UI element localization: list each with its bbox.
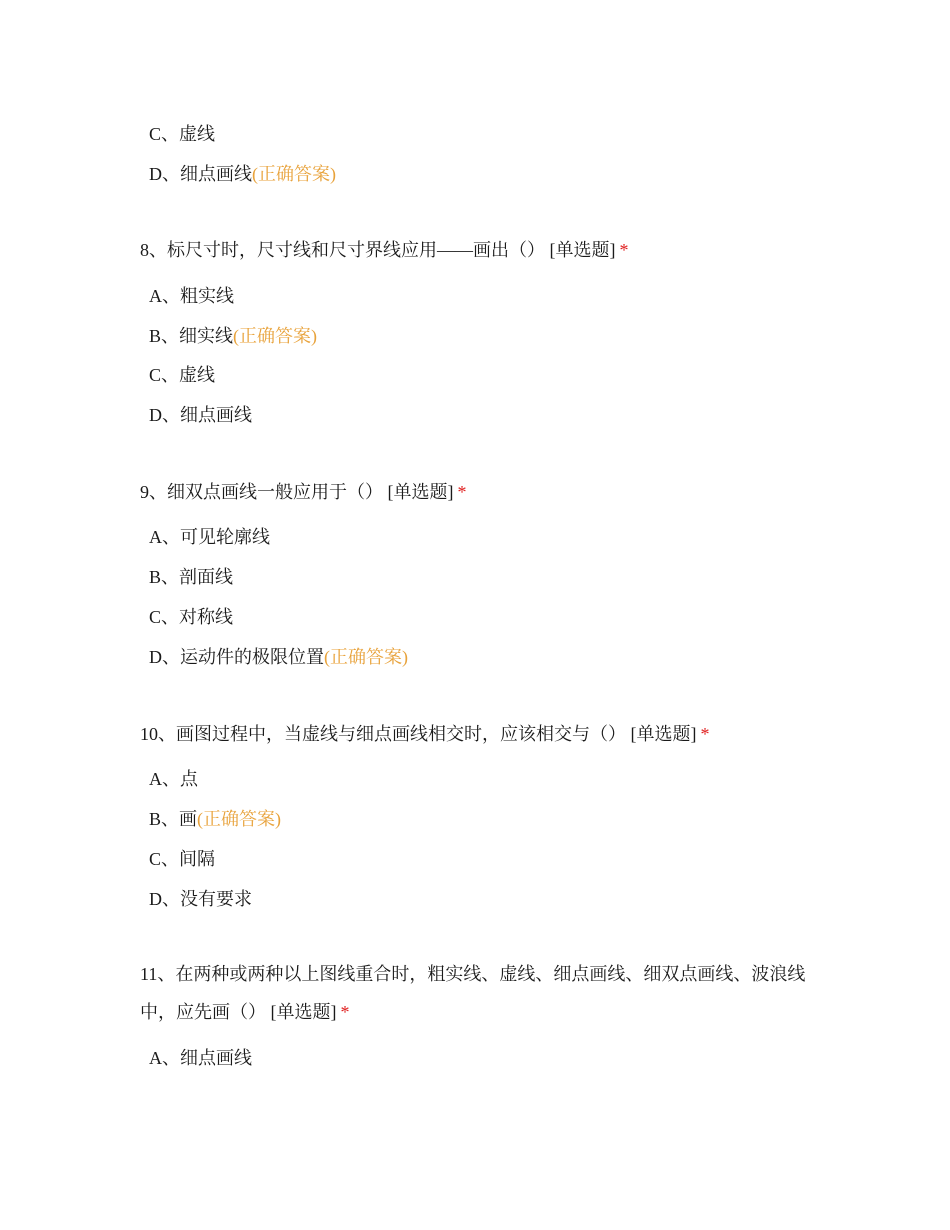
q10-option-c <box>149 847 215 871</box>
q10-option-d <box>149 887 252 911</box>
question-type: [单选题] <box>630 724 697 744</box>
correct-answer-tag: (正确答案) <box>197 809 282 829</box>
q9-question <box>140 480 467 504</box>
question-type: [单选题] <box>270 1002 337 1022</box>
q8-option-b <box>149 324 317 348</box>
q7-option-d <box>149 162 336 186</box>
correct-answer-tag: (正确答案) <box>324 647 408 667</box>
q9-option-b <box>149 565 233 589</box>
q8-option-d <box>149 403 252 427</box>
option-label: D、细点画线 <box>149 164 252 184</box>
question-type: [单选题] <box>549 240 616 260</box>
option-label: A、粗实线 <box>149 286 234 306</box>
option-label: B、画 <box>149 809 198 829</box>
q8-question <box>140 238 629 262</box>
option-label: A、细点画线 <box>149 1048 252 1068</box>
question-text: 11、在两种或两种以上图线重合时，粗实线、虚线、细点画线、细双点画线、波浪线中，应先画（） <box>140 964 806 1022</box>
option-label: A、点 <box>149 769 198 789</box>
option-label: C、虚线 <box>149 124 216 144</box>
option-label: A、可见轮廓线 <box>149 527 270 547</box>
required-marker: * <box>457 482 467 502</box>
q10-option-a <box>149 767 198 791</box>
question-type: [单选题] <box>387 482 454 502</box>
option-label: D、运动件的极限位置 <box>149 647 324 667</box>
q11-option-a <box>149 1046 252 1070</box>
option-label: D、细点画线 <box>149 405 252 425</box>
option-label: D、没有要求 <box>149 889 252 909</box>
required-marker: * <box>340 1002 350 1022</box>
q9-option-a <box>149 525 270 549</box>
question-text: 9、细双点画线一般应用于（） <box>140 482 383 502</box>
q8-option-a <box>149 284 234 308</box>
q10-option-b <box>149 807 281 831</box>
option-label: C、虚线 <box>149 365 216 385</box>
required-marker: * <box>700 724 710 744</box>
question-text: 8、标尺寸时，尺寸线和尺寸界线应用——画出（） <box>140 240 545 260</box>
q11-question <box>140 955 820 1031</box>
correct-answer-tag: (正确答案) <box>252 164 336 184</box>
option-label: C、对称线 <box>149 607 234 627</box>
required-marker: * <box>619 240 629 260</box>
option-label: B、细实线 <box>149 326 234 346</box>
option-label: B、剖面线 <box>149 567 234 587</box>
q9-option-d <box>149 645 408 669</box>
q8-option-c <box>149 363 215 387</box>
q7-option-c <box>149 122 215 146</box>
question-text: 10、画图过程中，当虚线与细点画线相交时，应该相交与（） <box>140 724 626 744</box>
q9-option-c <box>149 605 233 629</box>
correct-answer-tag: (正确答案) <box>233 326 318 346</box>
q10-question <box>140 722 710 746</box>
option-label: C、间隔 <box>149 849 216 869</box>
